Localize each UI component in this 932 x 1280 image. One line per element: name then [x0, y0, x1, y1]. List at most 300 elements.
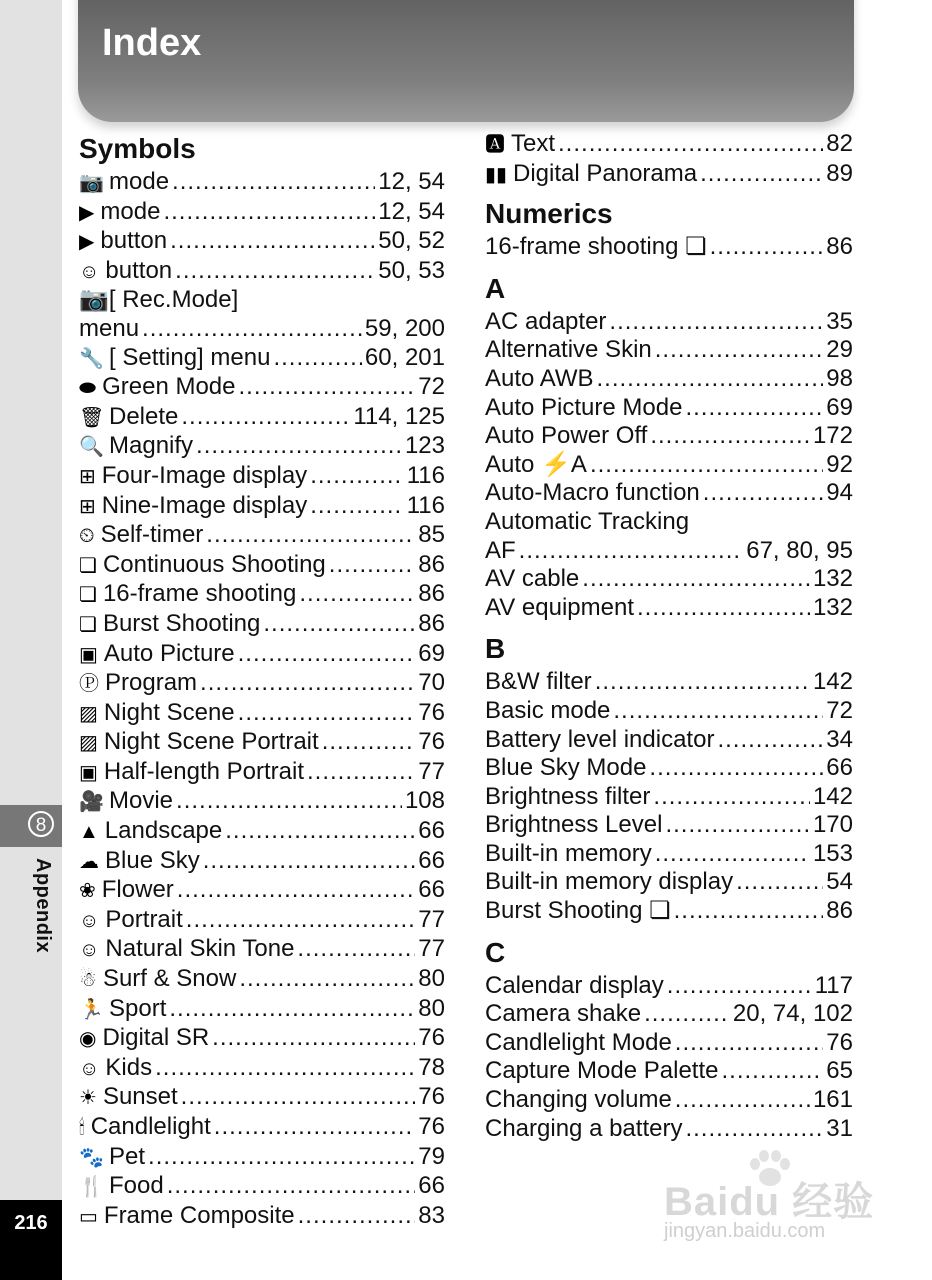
page-reference: 60, 201: [364, 343, 445, 371]
index-entry: [485, 565, 853, 594]
index-entry: [485, 697, 853, 726]
section-heading: B: [485, 633, 506, 665]
camera-icon: 📷: [79, 286, 109, 314]
entry-label: Movie: [109, 787, 174, 815]
page-reference: 77: [418, 935, 445, 963]
auto-picture-icon: ▣: [79, 643, 98, 666]
entry-label: Auto Picture: [103, 639, 235, 667]
digital-panorama-icon: ▮▮: [485, 163, 508, 186]
leader-dots: [238, 699, 416, 728]
index-entry: [485, 160, 853, 190]
camera-icon: 📷: [79, 172, 104, 194]
entry-label: [ Setting] menu: [109, 343, 271, 371]
leader-dots: [299, 580, 415, 609]
index-entry: [485, 594, 853, 623]
left-column: [79, 130, 445, 1231]
index-entry: [485, 130, 853, 160]
right-sections: [485, 195, 853, 1143]
index-entry: [79, 965, 445, 995]
leader-dots: [310, 492, 404, 521]
entry-label: Continuous Shooting: [102, 550, 326, 578]
page-number: 216: [14, 1212, 48, 1234]
page-reference: 66: [418, 876, 445, 904]
page-reference: 76: [418, 1083, 445, 1111]
leader-dots: [196, 432, 402, 461]
entry-label: Program: [105, 669, 198, 697]
leader-dots: [613, 697, 823, 726]
index-entry: [79, 462, 445, 492]
entry-label: Brightness Level: [485, 811, 663, 839]
index-entry: [485, 233, 853, 262]
leader-dots: [329, 551, 416, 580]
page-reference: 86: [418, 550, 445, 578]
entry-label: Food: [109, 1172, 164, 1200]
entry-label: 16-frame shooting ❏: [485, 233, 707, 261]
leader-dots: [225, 817, 415, 846]
leader-dots: [238, 640, 416, 669]
page-reference: 65: [826, 1057, 853, 1085]
page-reference: 123: [404, 432, 445, 460]
leader-dots: [650, 422, 810, 451]
page-reference: 29: [826, 336, 853, 364]
page-reference: 116: [406, 491, 445, 519]
index-entry: [79, 257, 445, 287]
leader-dots: [214, 1113, 416, 1142]
index-entry: [79, 640, 445, 670]
page-reference: 114, 125: [353, 402, 445, 430]
sunset-icon: ☀: [79, 1087, 97, 1110]
half-length-portrait-icon: ▣: [79, 761, 98, 784]
leader-dots: [675, 1086, 810, 1115]
entry-label: Basic mode: [485, 696, 611, 724]
page-reference: 142: [812, 782, 853, 810]
page-reference: 161: [812, 1086, 853, 1114]
index-entry: [79, 198, 445, 228]
page-reference: 76: [418, 1024, 445, 1052]
index-entry: [79, 610, 445, 640]
entry-label: AV cable: [485, 565, 580, 593]
four-image-icon: ⊞: [79, 465, 96, 488]
entry-label: Digital Panorama: [513, 159, 698, 187]
page-reference: 86: [418, 580, 445, 608]
leader-dots: [163, 198, 375, 227]
page-reference: 94: [826, 479, 853, 507]
leader-dots: [667, 972, 812, 1001]
entry-label: Digital SR: [102, 1024, 210, 1052]
index-entry: [79, 403, 445, 433]
index-entry: [485, 972, 853, 1001]
entry-label: Surf & Snow: [102, 965, 237, 993]
landscape-icon: ▲: [79, 821, 99, 844]
page-reference: 78: [418, 1053, 445, 1081]
entry-label: [ Rec.Mode]: [108, 286, 239, 314]
face-icon: ☺: [79, 260, 100, 283]
entry-label: Auto-Macro function: [485, 479, 700, 507]
nine-image-icon: ⊞: [79, 495, 96, 518]
night-scene-icon: ▨: [79, 702, 98, 725]
index-entry: [79, 551, 445, 581]
entry-label: Blue Sky Mode: [485, 754, 647, 782]
index-entry: [485, 1029, 853, 1058]
leader-dots: [181, 1083, 416, 1112]
page-reference: 66: [418, 846, 445, 874]
index-entry: [485, 897, 853, 926]
page-reference: 85: [418, 521, 445, 549]
index-entry: [79, 1054, 445, 1084]
page-reference: 86: [826, 233, 853, 261]
index-entry: [79, 699, 445, 729]
leader-dots: [175, 257, 375, 286]
sport-icon: 🏃: [79, 998, 104, 1021]
leader-dots: [710, 233, 824, 262]
page-reference: 86: [826, 897, 853, 925]
index-entry: [79, 758, 445, 788]
entry-label: Changing volume: [485, 1086, 672, 1114]
page-reference: 142: [812, 668, 853, 696]
leader-dots: [322, 728, 416, 757]
leader-dots: [582, 565, 810, 594]
index-entry: [485, 451, 853, 480]
entry-label: AC adapter: [485, 307, 607, 335]
index-entry: [79, 1083, 445, 1113]
entry-label: B&W filter: [485, 668, 592, 696]
section-heading: Numerics: [485, 198, 613, 230]
index-entry: [485, 783, 853, 812]
entry-label: Self-timer: [100, 521, 204, 549]
frame-composite-icon: ▭: [79, 1205, 98, 1228]
leader-dots: [717, 726, 823, 755]
index-entry: [485, 1115, 853, 1144]
page-reference: 54: [826, 868, 853, 896]
leader-dots: [675, 1029, 824, 1058]
self-timer-icon: ⏲: [79, 525, 95, 548]
page-reference: 153: [812, 839, 853, 867]
page-reference: 132: [812, 593, 853, 621]
leader-dots: [674, 897, 824, 926]
section-heading: C: [485, 936, 506, 968]
entry-label: Landscape: [104, 817, 223, 845]
playback-icon: ▶: [79, 231, 95, 254]
entry-label: button: [100, 227, 168, 255]
index-entry: [79, 373, 445, 403]
leader-dots: [649, 754, 823, 783]
watermark-logo: Baidu 经验: [664, 1180, 875, 1224]
food-icon: 🍴: [79, 1176, 104, 1199]
index-entry: [79, 728, 445, 758]
leader-dots: [721, 1057, 823, 1086]
flower-icon: ❀: [79, 880, 96, 903]
entry-label: Blue Sky: [105, 846, 200, 874]
wrench-icon: 🔧: [79, 347, 104, 370]
page-reference: 80: [418, 965, 445, 993]
page-reference: 69: [418, 639, 445, 667]
page-reference: 50, 52: [378, 227, 445, 255]
entry-label: Charging a battery: [485, 1114, 683, 1142]
entry-label: Flower: [101, 876, 174, 904]
index-entry: [485, 422, 853, 451]
leader-dots: [186, 906, 416, 935]
entry-label: Camera shake: [485, 1000, 642, 1028]
entry-label: Delete: [109, 402, 179, 430]
index-entry: [79, 521, 445, 551]
index-entry: [485, 308, 853, 337]
leader-dots: [167, 1172, 416, 1201]
leader-dots: [172, 168, 375, 197]
entry-label: Sunset: [102, 1083, 178, 1111]
entry-label: Automatic Tracking: [485, 507, 690, 535]
index-entry: [79, 876, 445, 906]
watermark-url: jingyan.baidu.com: [664, 1220, 826, 1242]
page-reference: 98: [826, 364, 853, 392]
green-mode-icon: ⬬: [79, 377, 97, 400]
leader-dots: [655, 840, 810, 869]
index-entry: [79, 935, 445, 965]
index-entry: [79, 847, 445, 877]
leader-dots: [558, 130, 823, 159]
entry-label: Burst Shooting ❏: [485, 897, 671, 925]
page-reference: 50, 53: [378, 256, 445, 284]
program-icon: Ⓟ: [79, 673, 99, 696]
page-reference: 72: [826, 696, 853, 724]
leader-dots: [239, 965, 415, 994]
index-entry: [79, 787, 445, 817]
leader-dots: [212, 1024, 415, 1053]
page-reference: 76: [826, 1028, 853, 1056]
index-entry: [485, 1086, 853, 1115]
leader-dots: [685, 1115, 823, 1144]
entry-label: button: [105, 256, 173, 284]
leader-dots: [298, 1202, 416, 1231]
leader-dots: [703, 479, 824, 508]
page-reference: 77: [418, 905, 445, 933]
page-reference: 116: [406, 461, 445, 489]
pet-icon: 🐾: [79, 1146, 104, 1169]
entry-label: Natural Skin Tone: [105, 935, 295, 963]
page-reference: 69: [826, 393, 853, 421]
magnify-icon: 🔍: [79, 436, 104, 459]
leader-dots: [273, 344, 361, 373]
index-entry: [485, 840, 853, 869]
movie-icon: 🎥: [79, 791, 104, 814]
leader-dots: [644, 1000, 730, 1029]
continuous-shooting-icon: ❏: [79, 554, 97, 577]
leader-dots: [307, 758, 415, 787]
leader-dots: [595, 668, 810, 697]
index-entry: [485, 537, 853, 566]
16-frame-icon: ❏: [79, 584, 97, 607]
leader-dots: [685, 394, 823, 423]
kids-icon: ☺: [79, 1057, 100, 1080]
index-entry: [79, 344, 445, 374]
leader-dots: [200, 669, 415, 698]
leader-dots: [263, 610, 415, 639]
page-title: Index: [102, 22, 202, 64]
page-reference: 92: [826, 450, 853, 478]
leader-dots: [597, 365, 824, 394]
entry-label: Brightness filter: [485, 782, 651, 810]
page-reference: 117: [814, 971, 853, 999]
leader-dots: [310, 462, 404, 491]
index-entry: [79, 1113, 445, 1143]
index-entry: [79, 168, 445, 198]
night-scene-portrait-icon: ▨: [79, 732, 98, 755]
page-reference: 86: [418, 609, 445, 637]
leader-dots: [653, 783, 810, 812]
baidu-watermark: [664, 1150, 876, 1245]
leader-dots: [297, 935, 415, 964]
page-reference: 76: [418, 728, 445, 756]
leader-dots: [590, 451, 823, 480]
index-entry: [485, 668, 853, 697]
index-entry: [79, 669, 445, 699]
entry-label: Battery level indicator: [485, 725, 715, 753]
index-entry: [485, 868, 853, 897]
leader-dots: [177, 876, 416, 905]
index-entry: [485, 394, 853, 423]
page-reference: 72: [418, 373, 445, 401]
leader-dots: [655, 336, 824, 365]
index-entry: [485, 479, 853, 508]
playback-icon: ▶: [79, 201, 95, 224]
index-entry: [485, 811, 853, 840]
entry-label: Auto Power Off: [485, 422, 648, 450]
page-reference: 35: [826, 307, 853, 335]
page-reference: 76: [418, 698, 445, 726]
text-mode-icon: 🅰: [485, 134, 505, 156]
page-reference: 70: [418, 669, 445, 697]
entry-label: Night Scene: [103, 698, 235, 726]
page-reference: 172: [812, 422, 853, 450]
entry-label: Frame Composite: [103, 1201, 295, 1229]
index-entry: [79, 1202, 445, 1232]
entry-label: Burst Shooting: [102, 609, 261, 637]
index-entry: [79, 492, 445, 522]
entry-label: Candlelight: [90, 1113, 211, 1140]
page-reference: 66: [826, 754, 853, 782]
index-entry: [485, 1057, 853, 1086]
index-entry: [79, 286, 445, 315]
index-entry: [79, 995, 445, 1025]
index-entry: [79, 580, 445, 610]
chapter-sidebar: [0, 0, 62, 1280]
page-reference: 66: [418, 817, 445, 845]
leader-dots: [176, 787, 402, 816]
index-entry: [485, 336, 853, 365]
natural-skin-tone-icon: ☺: [79, 939, 100, 962]
index-entry: [79, 1024, 445, 1054]
entry-label: Nine-Image display: [101, 491, 308, 519]
entry-label: Text: [511, 130, 556, 157]
blue-sky-icon: ☁: [79, 850, 99, 873]
leader-dots: [142, 315, 362, 344]
right-top-entry-list: [485, 130, 853, 189]
leader-dots: [239, 373, 416, 402]
chapter-label: Appendix: [32, 858, 54, 954]
entry-label: Portrait: [105, 905, 183, 933]
entry-label: menu: [79, 314, 140, 342]
page-reference: 12, 54: [378, 197, 445, 225]
leader-dots: [170, 227, 375, 256]
entry-label: Auto Picture Mode: [485, 393, 683, 421]
index-entry: [79, 432, 445, 462]
section-heading: A: [485, 272, 506, 304]
page-reference: 34: [826, 725, 853, 753]
page-reference: 80: [418, 994, 445, 1022]
leader-dots: [206, 521, 415, 550]
index-entry: [485, 365, 853, 394]
leader-dots: [181, 403, 350, 432]
page-reference: 132: [812, 565, 853, 593]
page-reference: 170: [812, 811, 853, 839]
entry-label: Calendar display: [485, 971, 664, 999]
index-entry: [485, 726, 853, 755]
entry-label: mode: [109, 168, 170, 195]
index-entry: [79, 1143, 445, 1173]
leader-dots: [665, 811, 810, 840]
page-reference: 12, 54: [378, 168, 445, 195]
entry-label: AV equipment: [485, 593, 634, 621]
leader-dots: [519, 537, 744, 566]
page-reference: 89: [826, 159, 853, 187]
page-reference: 82: [826, 130, 853, 157]
leader-dots: [736, 868, 823, 897]
entry-label: Pet: [109, 1142, 146, 1170]
right-column: [485, 130, 853, 1143]
entry-label: Magnify: [109, 432, 194, 460]
section-heading-symbols: Symbols: [79, 133, 196, 164]
leader-dots: [203, 847, 416, 876]
entry-label: Alternative Skin: [485, 336, 652, 364]
trash-icon: 🗑: [79, 406, 105, 429]
page-reference: 83: [418, 1201, 445, 1229]
entry-label: Built-in memory display: [485, 868, 734, 896]
candlelight-icon: 🕯: [79, 1117, 85, 1139]
entry-label: Night Scene Portrait: [103, 728, 319, 756]
entry-label: AF: [485, 536, 516, 564]
page-reference: 79: [418, 1142, 445, 1170]
portrait-icon: ☺: [79, 909, 100, 932]
index-entry: [79, 1172, 445, 1202]
index-entry: [485, 1000, 853, 1029]
chapter-number: 8: [28, 811, 54, 837]
leader-dots: [169, 995, 415, 1024]
leader-dots: [148, 1143, 415, 1172]
burst-shooting-icon: ❏: [79, 613, 97, 636]
page-reference: 108: [404, 787, 445, 815]
leader-dots: [637, 594, 810, 623]
page-reference: 76: [418, 1113, 445, 1140]
surf-snow-icon: ☃: [79, 969, 97, 992]
leader-dots: [609, 308, 823, 337]
digital-sr-icon: ◉: [79, 1028, 97, 1051]
entry-label: mode: [100, 197, 161, 225]
page-reference: 67, 80, 95: [746, 536, 853, 564]
page-reference: 77: [418, 757, 445, 785]
index-entry: [485, 754, 853, 783]
leader-dots: [155, 1054, 415, 1083]
index-entry: [79, 817, 445, 847]
page-reference: 66: [418, 1172, 445, 1200]
index-entry: [79, 227, 445, 257]
entry-label: 16-frame shooting: [102, 580, 297, 608]
index-entry: [485, 508, 853, 537]
page-reference: 20, 74, 102: [732, 1000, 853, 1028]
entry-label: Four-Image display: [101, 461, 308, 489]
entry-label: Sport: [109, 994, 167, 1022]
page-reference: 31: [826, 1114, 853, 1142]
entry-label: Auto ⚡A: [485, 450, 587, 478]
index-entry: [79, 315, 445, 344]
